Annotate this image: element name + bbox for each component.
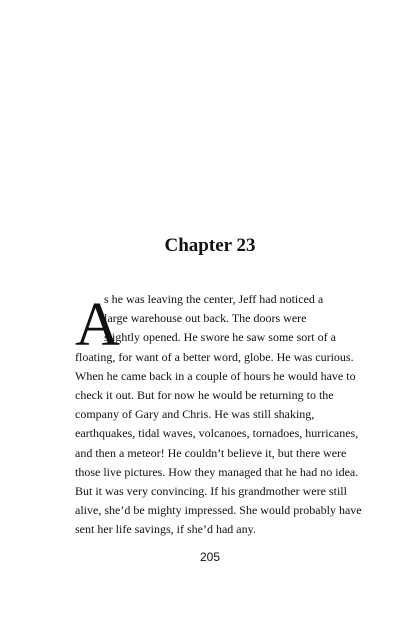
body-line: earthquakes, tidal waves, volcanoes, tornadoes, hurricanes, xyxy=(75,426,359,441)
body-line: slightly opened. He swore he saw some sort of a xyxy=(104,330,336,345)
body-line: floating, for want of a better word, globe. He was curious. xyxy=(75,349,354,364)
body-line: those live pictures. How they managed that he had no idea. xyxy=(75,464,359,479)
body-line: and then a meteor! He couldn’t believe it, but there were xyxy=(75,445,347,460)
body-line: sent her life savings, if she’d had any. xyxy=(75,522,256,537)
page-number: 205 xyxy=(199,550,221,564)
drop-cap: A xyxy=(75,291,120,359)
chapter-body xyxy=(75,290,362,539)
body-line: When he came back in a couple of hours he would have to xyxy=(75,368,356,383)
body-line: large warehouse out back. The doors were xyxy=(104,311,307,326)
body-line: company of Gary and Chris. He was still shaking, xyxy=(75,407,315,422)
body-line: But it was very convincing. If his grandmother were still xyxy=(75,483,347,498)
body-line: check it out. But for now he would be returning to the xyxy=(75,387,334,402)
body-line: alive, she’d be mighty impressed. She would probably have xyxy=(75,503,362,518)
body-line: s he was leaving the center, Jeff had noticed a xyxy=(104,292,324,306)
chapter-title: Chapter 23 xyxy=(164,235,256,256)
